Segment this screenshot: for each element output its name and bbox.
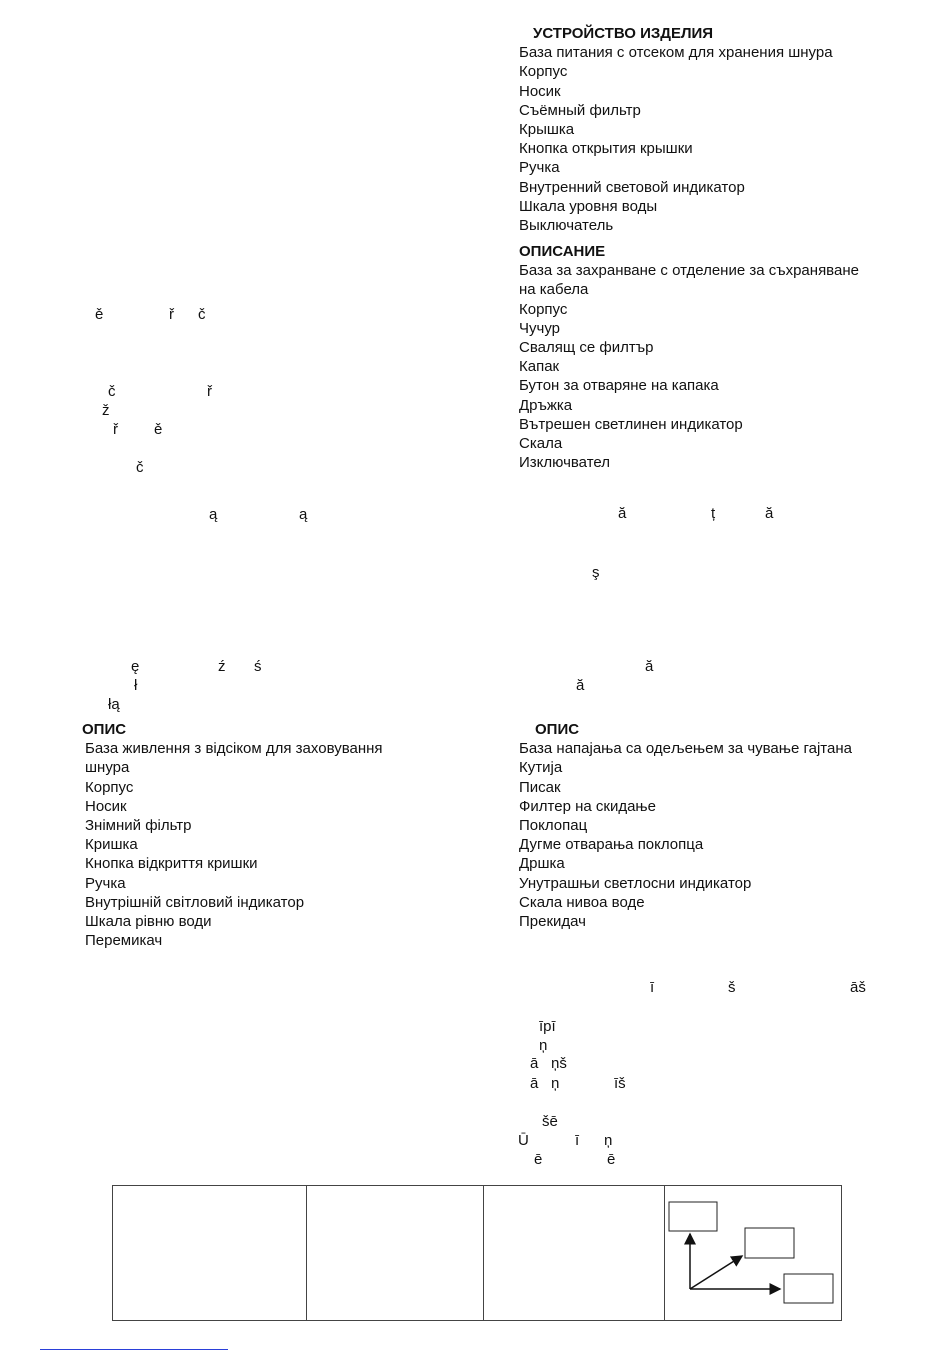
ro-glyph: ă [765,505,774,522]
footer-link-underline [40,1349,228,1350]
cz-glyph: č [198,306,206,323]
list-item: База напајања са одељењем за чување гајтана [519,740,852,758]
diagram-arrow-diagonal [690,1256,742,1289]
list-item: Выключатель [519,217,614,235]
bg-section [519,242,859,472]
lv-glyph: š [728,979,736,996]
list-item: Крышка [519,121,575,139]
list-item: Кнопка відкриття кришки [85,855,258,873]
list-item: Дугме отварања поклопца [519,836,704,854]
ro-glyph: ş [592,564,600,581]
diagram-box [745,1228,794,1258]
cz-glyph: ř [113,421,118,438]
list-item: Свалящ се филтър [519,339,654,357]
lv-glyph: īpī [539,1018,556,1035]
list-item: Капак [519,358,560,376]
list-item: Скала нивоа воде [519,893,645,911]
pl-glyph: łą [108,696,120,713]
pl-glyph: ł [134,677,138,694]
uk-section [82,720,383,950]
list-item: Дршка [519,855,565,873]
list-item: База живлення з відсіком для заховування [85,740,383,758]
cz-glyph: ě [154,421,163,438]
list-item: Носик [85,797,127,815]
info-table [112,1185,842,1321]
pl-glyph: ś [254,658,262,675]
cz-glyph: č [108,383,116,400]
list-item: шнура [85,759,130,777]
cz-glyph: ě [95,306,104,323]
lv-glyph: īš [614,1075,626,1092]
list-item: Дръжка [519,396,573,414]
list-item: Вътрешен светлинен индикатор [519,415,743,433]
lv-glyph: ā [530,1055,539,1072]
lv-glyph: ņ [539,1037,548,1054]
list-item: Шкала уровня воды [519,197,658,215]
list-item: Скала [519,435,563,453]
list-item: Кнопка открытия крышки [519,140,693,158]
ro-glyph: ă [618,505,627,522]
list-item: Шкала рівню води [85,913,212,931]
flow-diagram [665,1186,843,1320]
list-item: Изключвател [519,454,610,472]
list-item: База питания с отсеком для хранения шнура [519,44,833,62]
table-divider [306,1186,307,1320]
lv-glyph: ī [575,1132,580,1149]
sr-heading: ОПИС [535,721,580,738]
list-item: Внутрішній світловий індикатор [85,893,305,911]
lv-glyph: ī [650,979,655,996]
list-item: База за захранване с отделение за съхраняване [519,262,859,280]
list-item: Съёмный фильтр [519,101,641,119]
ro-glyph: ț [711,505,716,522]
pl-glyph: ę [131,658,140,675]
pl-glyph: ą [209,506,218,523]
list-item: Перемикач [85,932,163,950]
lv-glyph: ē [534,1151,543,1168]
diagram-box [784,1274,833,1303]
list-item: Бутон за отваряне на капака [519,377,719,395]
ru-section [519,24,833,235]
cz-glyph: č [136,459,144,476]
list-item: Унутрашњи светлосни индикатор [519,874,752,892]
cz-glyph: ř [207,383,212,400]
lv-glyph: ņš [551,1055,567,1072]
cz-glyph: ž [102,402,110,419]
lv-glyph: ā [530,1075,539,1092]
ro-glyph: ă [645,658,654,675]
lv-glyph: Ū [518,1132,529,1149]
ru-heading: УСТРОЙСТВО ИЗДЕЛИЯ [533,25,714,42]
table-divider [483,1186,484,1320]
list-item: Ручка [85,874,126,892]
list-item: Прекидач [519,913,586,931]
list-item: Корпус [519,300,568,318]
pl-glyph: ą [299,506,308,523]
list-item: Корпус [85,778,134,796]
list-item: Кришка [85,836,138,854]
list-item: Носик [519,82,561,100]
cz-glyph: ř [169,306,174,323]
pl-glyph: ź [218,658,226,675]
list-item: на кабела [519,281,589,299]
bg-heading: ОПИСАНИЕ [519,243,606,260]
list-item: Ручка [519,159,560,177]
lv-glyph: ē [607,1151,616,1168]
lv-glyph: āš [850,979,866,996]
sr-section [519,720,852,931]
diagram-box [669,1202,717,1231]
list-item: Писак [519,778,561,796]
list-item: Кутија [519,759,563,777]
list-item: Внутренний световой индикатор [519,178,745,196]
lv-glyph: šē [542,1113,558,1130]
lv-glyph: ņ [604,1132,613,1149]
list-item: Корпус [519,63,568,81]
ro-glyph: ă [576,677,585,694]
list-item: Знімний фільтр [85,817,192,835]
uk-heading: ОПИС [82,721,127,738]
list-item: Филтер на скидање [519,797,656,815]
list-item: Поклопац [519,817,588,835]
list-item: Чучур [519,319,560,337]
lv-glyph: ņ [551,1075,560,1092]
